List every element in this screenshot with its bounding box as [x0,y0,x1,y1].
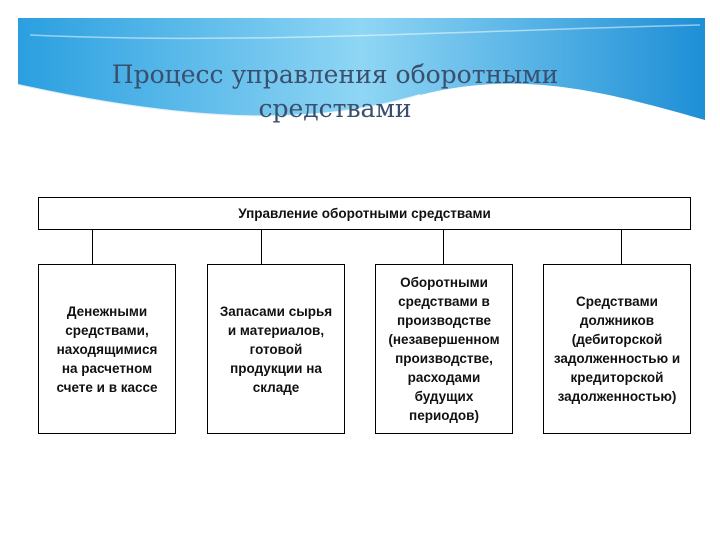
title-line-2: средствами [258,94,412,123]
root-node-label: Управление оборотными средствами [238,206,491,221]
child-node-cash-label: Денежными средствами, находящимися на расчетном счете и в кассе [56,303,158,395]
child-node-stock [207,264,345,434]
child-node-cash [38,264,176,434]
child-node-production [375,264,513,434]
root-node-box [38,197,691,230]
child-node-production-label: Оборотными средствами в производстве (незавершенном производстве, расходами будущих периодов) [388,275,500,423]
connector-debtors [621,230,622,264]
child-node-stock-label: Запасами сырья и материалов, готовой продукции на складе [219,303,333,395]
connector-cash [92,230,93,264]
child-node-debtors [543,264,691,434]
child-node-debtors-label: Средствами должников (дебиторской задолженностью и кредиторской задолженностью) [553,294,681,404]
title-line-1: Процесс управления оборотными [111,60,559,89]
slide-title [60,58,610,126]
connector-production [443,230,444,264]
connector-stock [261,230,262,264]
